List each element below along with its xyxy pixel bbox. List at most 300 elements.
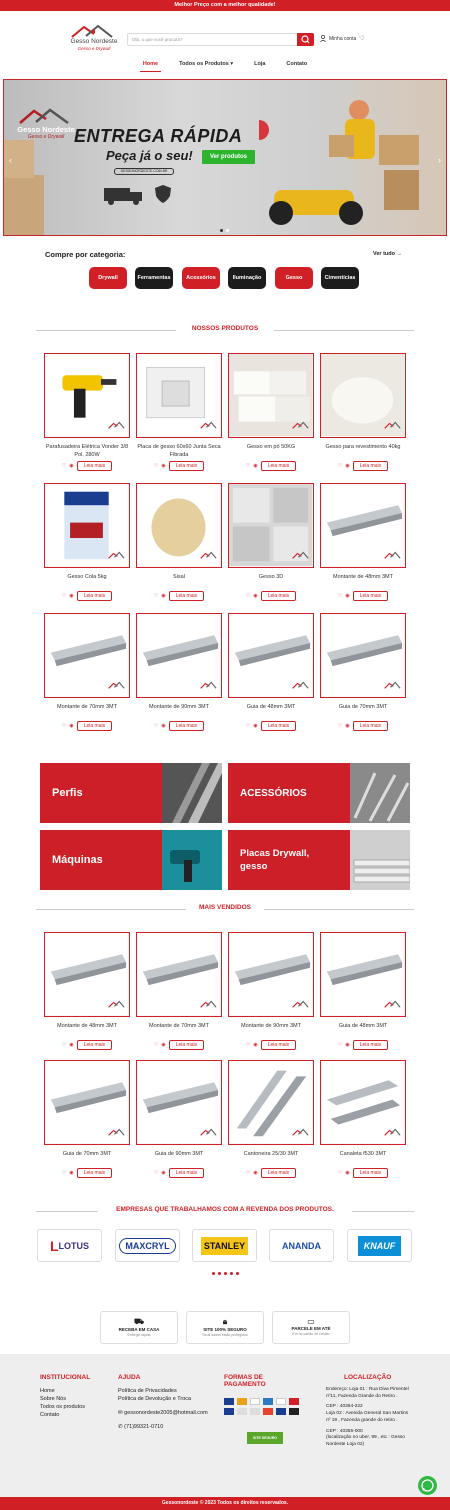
heart-icon[interactable]: ♡ <box>153 1170 159 1176</box>
hero-banner[interactable] <box>3 79 447 236</box>
hero-next-arrow[interactable]: › <box>438 155 441 165</box>
product-image <box>321 484 404 566</box>
elo-icon <box>250 1398 260 1405</box>
product-image-frame[interactable] <box>44 1060 130 1145</box>
product-image <box>45 933 128 1015</box>
footer-link-privacy[interactable]: Política de Privacidades <box>118 1388 177 1394</box>
heart-icon[interactable]: ♡ <box>153 723 159 729</box>
partner-logo-ananda[interactable] <box>269 1229 334 1262</box>
footer-link-all-products[interactable]: Todos os produtos <box>40 1404 85 1410</box>
credit-card-icon: ▭ <box>307 1317 315 1326</box>
hero-dots <box>220 229 229 232</box>
footer-phone[interactable] <box>118 1423 208 1431</box>
nav-all-products-label: Todos os Produtos <box>179 61 229 67</box>
product-name[interactable]: Montante de 70mm 3MT <box>149 1023 209 1029</box>
eye-icon[interactable]: ◉ <box>69 463 74 469</box>
product-card[interactable] <box>136 353 222 471</box>
category-cimenticias[interactable]: Cimentícias <box>321 267 359 289</box>
card-icon <box>224 1408 234 1415</box>
product-image-frame[interactable] <box>228 353 314 438</box>
divider <box>36 1211 98 1212</box>
product-actions <box>228 1040 314 1050</box>
product-name[interactable]: Parafusadeira Elétrica Vonder 3/8 Pol. 280W <box>45 444 129 458</box>
product-image-frame[interactable] <box>320 1060 406 1145</box>
product-card[interactable] <box>228 483 314 601</box>
category-acessorios[interactable]: Acessórios <box>182 267 220 289</box>
heart-icon[interactable]: ♡ <box>61 593 67 599</box>
footer-location-text <box>326 1387 412 1449</box>
card-icon <box>276 1408 286 1415</box>
product-actions <box>136 1040 222 1050</box>
product-card[interactable] <box>44 613 130 731</box>
banner-perfis[interactable] <box>40 763 222 823</box>
heart-icon[interactable]: ♡ <box>245 1042 251 1048</box>
product-image <box>137 614 220 696</box>
product-image-frame[interactable] <box>44 483 130 568</box>
footer-link-home[interactable]: Home <box>40 1388 55 1394</box>
eye-icon[interactable]: ◉ <box>345 463 350 469</box>
read-more-button[interactable]: Leia mais <box>169 591 204 601</box>
product-actions <box>136 461 222 471</box>
product-image-frame[interactable] <box>228 1060 314 1145</box>
product-actions <box>136 1168 222 1178</box>
product-name[interactable]: Gesso para revestimento 40kg <box>325 444 401 450</box>
product-image-frame[interactable] <box>320 483 406 568</box>
heart-icon[interactable]: ♡ <box>245 1170 251 1176</box>
profiles-image <box>162 763 222 823</box>
product-image-frame[interactable] <box>136 1060 222 1145</box>
lock-icon: 🔒︎ <box>222 1317 228 1326</box>
feature-delivery-sub: Entrega rápida <box>127 1333 151 1337</box>
product-name[interactable]: Gesso 3D <box>258 574 284 580</box>
search-button[interactable] <box>297 33 314 46</box>
chevron-down-icon: ▾ <box>230 61 234 67</box>
heart-icon[interactable]: ♡ <box>359 36 365 42</box>
nav-all-products[interactable] <box>176 60 236 72</box>
product-image <box>45 1061 128 1143</box>
eye-icon[interactable]: ◉ <box>161 723 166 729</box>
product-actions <box>44 1040 130 1050</box>
product-name[interactable]: Guia de 48mm 3MT <box>246 704 296 710</box>
heart-icon[interactable]: ♡ <box>337 1042 343 1048</box>
section-best-sellers-label: MAIS VENDIDOS <box>198 904 251 911</box>
read-more-button[interactable]: Leia mais <box>261 1168 296 1178</box>
hero-prev-arrow[interactable]: ‹ <box>9 155 12 165</box>
eye-icon[interactable]: ◉ <box>69 1170 74 1176</box>
barcode-icon <box>289 1408 299 1415</box>
product-image-frame[interactable] <box>44 353 130 438</box>
product-image-frame[interactable] <box>228 613 314 698</box>
read-more-button[interactable]: Leia mais <box>77 721 112 731</box>
footer-link-about[interactable]: Sobre Nós <box>40 1396 66 1402</box>
product-actions <box>320 461 406 471</box>
eye-icon[interactable]: ◉ <box>253 463 258 469</box>
footer-institucional-title: INSTITUCIONAL <box>40 1374 91 1381</box>
drywall-boards-image <box>350 830 410 890</box>
section-partners-label: EMPRESAS QUE TRABALHAMOS COM A REVENDA DOS PRODUTOS. <box>116 1206 334 1213</box>
product-actions <box>228 1168 314 1178</box>
best-seller-card[interactable] <box>136 1060 222 1178</box>
best-seller-card[interactable] <box>136 932 222 1050</box>
product-card[interactable] <box>136 613 222 731</box>
product-image-frame[interactable] <box>44 932 130 1017</box>
divider <box>36 330 176 331</box>
footer-phone-text: (71)99321-0710 <box>124 1424 164 1430</box>
divider <box>36 909 186 910</box>
product-image-frame[interactable] <box>320 353 406 438</box>
search-icon <box>297 33 314 46</box>
logo-roof-icon <box>70 24 118 38</box>
feature-installments <box>272 1311 350 1344</box>
pagination-dot[interactable] <box>218 1272 221 1275</box>
hero-dot[interactable] <box>226 229 229 232</box>
shield-icon <box>154 184 172 204</box>
hero-headline: ENTREGA RÁPIDA <box>74 126 243 146</box>
footer-email[interactable] <box>118 1409 208 1417</box>
read-more-button[interactable]: Leia mais <box>353 1040 388 1050</box>
product-image-frame[interactable] <box>320 613 406 698</box>
partner-logo-lotus[interactable] <box>37 1229 102 1262</box>
product-actions <box>44 1168 130 1178</box>
account-link[interactable] <box>320 35 365 42</box>
heart-icon[interactable]: ♡ <box>61 1042 67 1048</box>
eye-icon[interactable]: ◉ <box>69 593 74 599</box>
product-image <box>137 933 220 1015</box>
eye-icon[interactable]: ◉ <box>253 593 258 599</box>
heart-icon[interactable]: ♡ <box>245 723 251 729</box>
feature-secure-sub: Seus dados estão protegidos <box>202 1333 248 1337</box>
read-more-button[interactable]: Leia mais <box>77 461 112 471</box>
heart-icon[interactable]: ♡ <box>153 593 159 599</box>
cep-store-2: CEP : 40355-000 <box>326 1428 363 1434</box>
product-image <box>45 484 128 566</box>
product-name[interactable]: Montante de 70mm 3MT <box>57 704 117 710</box>
hero-logo-roof-icon <box>16 107 76 125</box>
heart-icon[interactable]: ♡ <box>337 463 343 469</box>
footer <box>0 1354 450 1497</box>
best-seller-card[interactable] <box>44 1060 130 1178</box>
product-image <box>321 354 404 436</box>
product-image-frame[interactable] <box>136 932 222 1017</box>
product-card[interactable] <box>136 483 222 601</box>
product-actions <box>320 591 406 601</box>
heart-icon[interactable]: ♡ <box>337 593 343 599</box>
heart-icon[interactable]: ♡ <box>245 463 251 469</box>
truck-icon <box>102 184 147 206</box>
secure-site-seal: SITE SEGURO <box>247 1432 283 1444</box>
partner-logo-stanley[interactable] <box>192 1229 257 1262</box>
lotus-mark-icon: L <box>49 1237 59 1254</box>
product-image <box>229 354 312 436</box>
heart-icon[interactable]: ♡ <box>245 593 251 599</box>
hero-logo <box>16 107 76 145</box>
footer-payment-title: FORMAS DE PAGAMENTO <box>224 1374 266 1388</box>
eye-icon[interactable]: ◉ <box>161 1170 166 1176</box>
feature-secure <box>186 1311 264 1344</box>
product-image <box>45 614 128 696</box>
amex-icon <box>263 1398 273 1405</box>
nav-home[interactable]: Home <box>140 60 161 72</box>
product-image-frame[interactable] <box>136 483 222 568</box>
feature-delivery-title: RECEBA EM CASA <box>118 1327 160 1332</box>
read-more-button[interactable]: Leia mais <box>169 721 204 731</box>
address-store-1: Endereço: Loja 01 : Rua Diva Pimentel nº11, Fazenda Grande do Retiro . <box>326 1387 409 1399</box>
category-drywall[interactable]: Drywall <box>89 267 127 289</box>
card-icon <box>250 1408 260 1415</box>
heart-icon[interactable]: ♡ <box>61 1170 67 1176</box>
phone-icon: ✆ <box>118 1424 123 1430</box>
eye-icon[interactable]: ◉ <box>161 593 166 599</box>
feature-secure-title: SITE 100% SEGURO <box>203 1327 247 1332</box>
product-name[interactable]: Montante de 48mm 3MT <box>333 574 393 580</box>
product-card[interactable] <box>320 353 406 471</box>
eye-icon[interactable]: ◉ <box>253 723 258 729</box>
best-seller-card[interactable] <box>228 932 314 1050</box>
footer-link-contact[interactable]: Contato <box>40 1412 60 1418</box>
mastercard-icon <box>237 1398 247 1405</box>
product-name[interactable]: Montante de 90mm 3MT <box>241 1023 301 1029</box>
product-image <box>137 1061 220 1143</box>
product-actions <box>320 1168 406 1178</box>
eye-icon[interactable]: ◉ <box>69 723 74 729</box>
read-more-button[interactable]: Leia mais <box>353 591 388 601</box>
product-name[interactable]: Sisal <box>173 574 185 580</box>
hero-dot[interactable] <box>220 229 223 232</box>
announcement-bar: Melhor Preço com a melhor qualidade! <box>0 0 450 11</box>
banner-placas[interactable] <box>228 830 410 890</box>
hero-cta-button[interactable]: Ver produtos <box>202 150 255 164</box>
partner-stanley-label: STANLEY <box>201 1237 248 1255</box>
read-more-button[interactable]: Leia mais <box>261 591 296 601</box>
product-card[interactable] <box>320 483 406 601</box>
screws-image <box>350 763 410 823</box>
see-all-label: Ver tudo <box>373 251 396 257</box>
product-image <box>45 354 128 436</box>
product-card[interactable] <box>228 353 314 471</box>
address-store-2: Loja 02 : Avenida General San Martins nº 19 , Fazenda grande do retiro . <box>326 1411 409 1423</box>
banner-acessorios-label: ACESSÓRIOS <box>240 787 307 799</box>
hipercard-icon <box>276 1398 286 1405</box>
product-name[interactable]: Guia de 70mm 3MT <box>338 704 388 710</box>
product-actions <box>44 461 130 471</box>
eye-icon[interactable]: ◉ <box>253 1170 258 1176</box>
read-more-button[interactable]: Leia mais <box>169 1040 204 1050</box>
partner-maxcryl-label: MAXCRYL <box>119 1238 175 1254</box>
heart-icon[interactable]: ♡ <box>61 723 67 729</box>
footer-ajuda-links <box>118 1387 208 1431</box>
heart-icon[interactable]: ♡ <box>337 1170 343 1176</box>
partner-knauf-label: KNAUF <box>358 1236 402 1256</box>
product-name[interactable]: Guia de 48mm 3MT <box>338 1023 388 1029</box>
category-title: Compre por categoria: <box>45 250 126 259</box>
product-image <box>229 933 312 1015</box>
delivery-scooter-illustration <box>259 95 419 235</box>
mail-icon: ✉ <box>118 1410 123 1416</box>
eye-icon[interactable]: ◉ <box>345 1042 350 1048</box>
partners-pagination <box>212 1272 239 1275</box>
product-image-frame[interactable] <box>320 932 406 1017</box>
read-more-button[interactable]: Leia mais <box>77 591 112 601</box>
pagination-dot[interactable] <box>212 1272 215 1275</box>
product-actions <box>320 1040 406 1050</box>
product-card[interactable] <box>228 613 314 731</box>
banner-acessorios[interactable] <box>228 763 410 823</box>
footer-link-returns[interactable]: Política de Devolução e Troca <box>118 1396 192 1402</box>
tools-image <box>162 830 222 890</box>
feature-installments-title: PARCELE EM ATÉ <box>291 1326 331 1331</box>
user-icon <box>320 35 326 42</box>
product-name[interactable]: Gesso Cola 5kg <box>67 574 107 580</box>
product-image-frame[interactable] <box>136 613 222 698</box>
nav-contact[interactable]: Contato <box>286 61 308 67</box>
best-seller-card[interactable] <box>320 1060 406 1178</box>
section-products-title <box>36 325 414 335</box>
partner-lotus-label: LOTUS <box>58 1240 90 1251</box>
product-actions <box>44 721 130 731</box>
payment-methods <box>224 1398 306 1415</box>
section-products-label: NOSSOS PRODUTOS <box>191 325 259 332</box>
product-image <box>229 614 312 696</box>
category-ferramentas[interactable]: Ferramentas <box>135 267 173 289</box>
product-name[interactable]: Montante de 48mm 3MT <box>57 1023 117 1029</box>
product-name[interactable]: Cantoneira 25/30 3MT <box>243 1151 299 1157</box>
read-more-button[interactable]: Leia mais <box>261 461 296 471</box>
product-image <box>321 933 404 1015</box>
product-image <box>229 1061 312 1143</box>
section-partners-title <box>36 1206 414 1216</box>
divider <box>264 909 414 910</box>
product-actions <box>44 591 130 601</box>
brand-tagline: Gesso e Drywall <box>77 46 111 51</box>
pagination-dot[interactable] <box>224 1272 227 1275</box>
banner-placas-label: Placas Drywall, gesso <box>240 848 310 872</box>
card-icon <box>237 1408 247 1415</box>
product-image-frame[interactable] <box>136 353 222 438</box>
banner-maquinas-label: Máquinas <box>52 854 103 866</box>
product-image <box>229 484 312 566</box>
copyright-bar: Gessonordeste © 2023 Todos os direitos reservados. <box>0 1497 450 1510</box>
product-name[interactable]: Guia de 70mm 3MT <box>62 1151 112 1157</box>
product-name[interactable]: Canaleta f530 3MT <box>339 1151 387 1157</box>
product-actions <box>228 721 314 731</box>
product-image <box>321 614 404 696</box>
banner-perfis-label: Perfis <box>52 787 83 799</box>
product-image-frame[interactable] <box>44 613 130 698</box>
whatsapp-button[interactable] <box>418 1476 437 1495</box>
product-image <box>321 1061 404 1143</box>
product-name[interactable]: Placa de gesso 60x60 Junta Seca Fibrada <box>137 444 221 458</box>
eye-icon[interactable]: ◉ <box>69 1042 74 1048</box>
read-more-button[interactable]: Leia mais <box>353 721 388 731</box>
divider <box>274 330 414 331</box>
footer-ajuda-title: AJUDA <box>118 1374 141 1381</box>
read-more-button[interactable]: Leia mais <box>261 721 296 731</box>
hero-website: GESSONORDESTE.COM.BR <box>114 168 174 175</box>
product-actions <box>136 721 222 731</box>
product-image <box>137 354 220 436</box>
divider <box>352 1211 414 1212</box>
product-actions <box>136 591 222 601</box>
best-seller-card[interactable] <box>228 1060 314 1178</box>
eye-icon[interactable]: ◉ <box>161 1042 166 1048</box>
product-name[interactable]: Gesso em pó 50KG <box>246 444 296 450</box>
heart-icon[interactable]: ♡ <box>337 723 343 729</box>
read-more-button[interactable]: Leia mais <box>261 1040 296 1050</box>
card-icon <box>263 1408 273 1415</box>
eye-icon[interactable]: ◉ <box>345 1170 350 1176</box>
arrow-right-icon: → <box>396 251 403 257</box>
partner-ananda-label: ANANDA <box>282 1240 321 1251</box>
eye-icon[interactable]: ◉ <box>345 723 350 729</box>
footer-institucional-links <box>40 1387 85 1419</box>
uber-note: (localização no uber, 99 , etc : Gesso Nordeste Loja 02) <box>326 1435 405 1447</box>
cep-store-1: CEP : 40354-222 <box>326 1404 363 1410</box>
banner-maquinas[interactable] <box>40 830 222 890</box>
whatsapp-icon <box>418 1476 437 1495</box>
product-card[interactable] <box>44 353 130 471</box>
partner-logo-maxcryl[interactable] <box>115 1229 180 1262</box>
nav-store[interactable]: Loja <box>254 61 266 67</box>
product-name[interactable]: Montante de 90mm 3MT <box>149 704 209 710</box>
eye-icon[interactable]: ◉ <box>161 463 166 469</box>
product-actions <box>320 721 406 731</box>
product-actions <box>228 461 314 471</box>
read-more-button[interactable]: Leia mais <box>77 1168 112 1178</box>
heart-icon[interactable]: ♡ <box>61 463 67 469</box>
best-seller-card[interactable] <box>44 932 130 1050</box>
hero-brand-tagline: Gesso e Drywall <box>27 134 65 140</box>
account-label: Minha conta <box>329 35 357 42</box>
logo[interactable] <box>68 24 120 58</box>
eye-icon[interactable]: ◉ <box>253 1042 258 1048</box>
truck-icon: ⛟ <box>133 1317 145 1326</box>
product-card[interactable] <box>320 613 406 731</box>
eye-icon[interactable]: ◉ <box>345 593 350 599</box>
hero-subheadline: Peça já o seu! <box>106 148 193 163</box>
feature-delivery <box>100 1311 178 1344</box>
heart-icon[interactable]: ♡ <box>153 463 159 469</box>
see-all-link[interactable] <box>373 251 402 257</box>
best-seller-card[interactable] <box>320 932 406 1050</box>
read-more-button[interactable]: Leia mais <box>353 461 388 471</box>
read-more-button[interactable]: Leia mais <box>353 1168 388 1178</box>
category-gesso[interactable]: Gesso <box>275 267 313 289</box>
diners-icon <box>289 1398 299 1405</box>
feature-installments-sub: Em no cartão de crédito <box>292 1332 330 1336</box>
footer-location-title: LOCALIZAÇÃO <box>344 1374 392 1381</box>
product-image-frame[interactable] <box>228 483 314 568</box>
product-actions <box>228 591 314 601</box>
pagination-dot[interactable] <box>236 1272 239 1275</box>
product-image-frame[interactable] <box>228 932 314 1017</box>
heart-icon[interactable]: ♡ <box>153 1042 159 1048</box>
category-iluminacao[interactable]: Iluminação <box>228 267 266 289</box>
read-more-button[interactable]: Leia mais <box>77 1040 112 1050</box>
section-best-sellers-title <box>36 904 414 914</box>
brand-name: Gesso Nordeste <box>70 38 118 45</box>
visa-icon <box>224 1398 234 1405</box>
footer-email-text: gessonordeste2005@hotmail.com <box>124 1410 208 1416</box>
product-card[interactable] <box>44 483 130 601</box>
read-more-button[interactable]: Leia mais <box>169 1168 204 1178</box>
partner-logo-knauf[interactable] <box>347 1229 412 1262</box>
product-image <box>137 484 220 566</box>
read-more-button[interactable]: Leia mais <box>169 461 204 471</box>
search-input[interactable]: Olá, o que você procura? <box>127 33 314 46</box>
product-name[interactable]: Guia de 90mm 3MT <box>154 1151 204 1157</box>
main-nav <box>0 60 450 72</box>
pagination-dot[interactable] <box>230 1272 233 1275</box>
